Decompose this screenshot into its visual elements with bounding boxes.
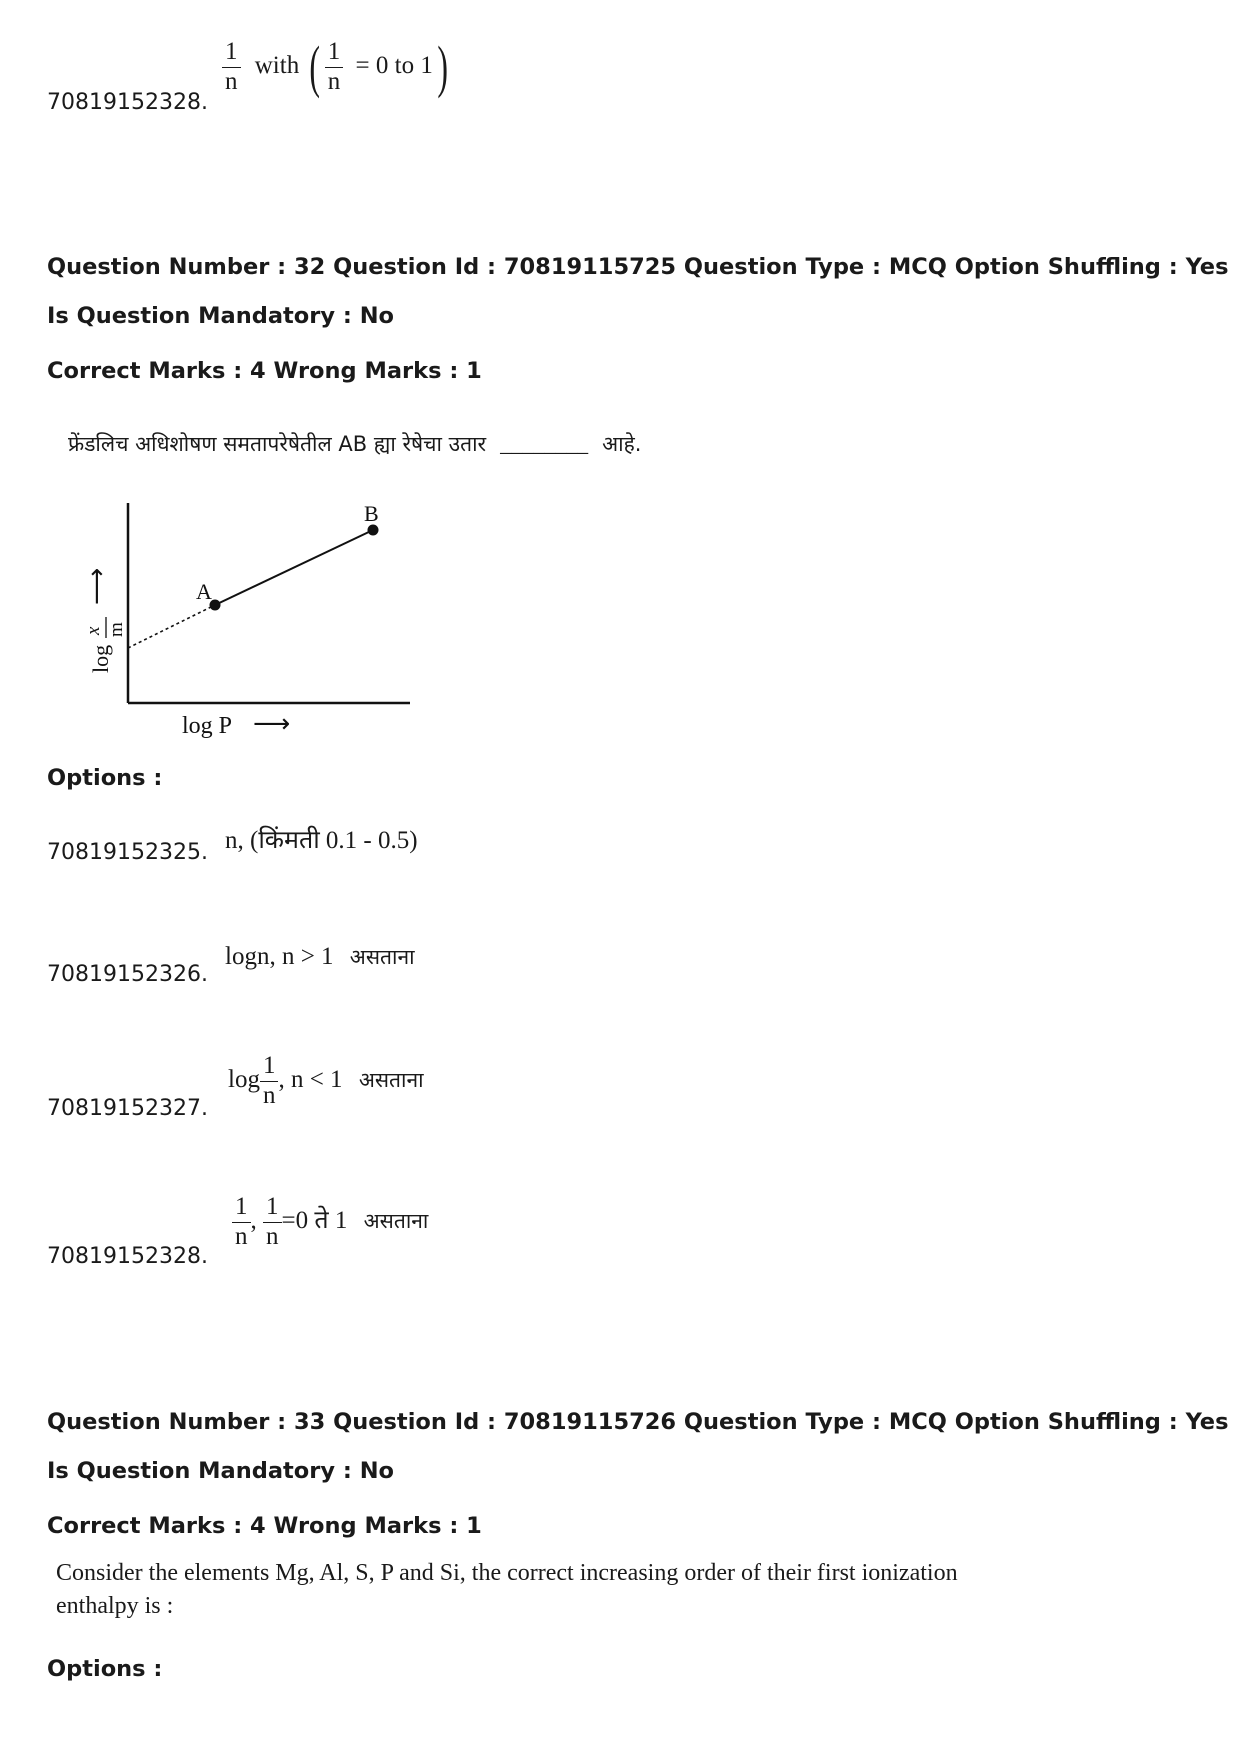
question-text <box>68 430 641 458</box>
x-axis-arrow-icon: ⟶ <box>253 709 291 739</box>
question-marks: Correct Marks : 4 Wrong Marks : 1 <box>47 358 482 384</box>
option-text-value: n, (किंमती 0.1 - 0.5) <box>225 827 418 854</box>
fraction-denominator: n <box>327 67 341 95</box>
option-id: 70819152328. <box>47 1244 208 1269</box>
log-prefix: log <box>228 1065 260 1093</box>
option-text <box>232 1193 428 1252</box>
fraction-denominator: n <box>235 1222 248 1250</box>
range-text: = 0 to 1 <box>355 51 433 79</box>
fraction-separator: , <box>250 1206 257 1234</box>
question-text <box>56 1557 958 1623</box>
line-ab <box>215 530 373 605</box>
fraction-denominator: n <box>266 1222 279 1250</box>
y-axis-arrow-icon: ⟶ <box>82 567 112 605</box>
option-text-value: , n < 1 <box>278 1065 343 1093</box>
question-text-before: फ्रेंडलिच अधिशोषण समतापरेषेतील AB ह्या रेषेचा उतार <box>68 432 487 456</box>
option-id: 70819152325. <box>47 840 208 865</box>
y-label-log: log <box>88 644 113 673</box>
option-text <box>222 34 452 100</box>
option-text <box>228 1052 424 1111</box>
fraction-numerator: 1 <box>222 38 241 68</box>
question-text-after: आहे. <box>602 432 642 456</box>
answer-blank: ________ <box>500 431 589 456</box>
option-suffix: असताना <box>363 1208 429 1233</box>
fraction-numerator: 1 <box>260 1052 279 1082</box>
question-header: Question Number : 32 Question Id : 70819115725 Question Type : MCQ Option Shuffling : Yes <box>47 254 1229 280</box>
point-b <box>368 525 379 536</box>
fraction-numerator: 1 <box>325 38 344 68</box>
question-mandatory: Is Question Mandatory : No <box>47 1458 394 1484</box>
question-marks: Correct Marks : 4 Wrong Marks : 1 <box>47 1513 482 1539</box>
y-label-numerator: x <box>83 626 104 635</box>
extrapolated-line <box>128 605 215 648</box>
question-header: Question Number : 33 Question Id : 70819115726 Question Type : MCQ Option Shuffling : Yes <box>47 1409 1229 1435</box>
point-a-label: A <box>196 579 212 604</box>
option-suffix: असताना <box>349 945 415 969</box>
x-axis-label: log P <box>182 713 233 739</box>
option-text-value: =0 ते 1 <box>281 1206 348 1234</box>
left-paren: ( <box>309 34 321 100</box>
question-text-line: enthalpy is : <box>56 1593 174 1619</box>
y-axis-label <box>82 568 127 673</box>
options-label: Options : <box>47 765 163 791</box>
right-paren: ) <box>437 34 448 100</box>
freundlich-graph <box>60 495 440 745</box>
options-label: Options : <box>47 1656 163 1682</box>
option-id: 70819152328. <box>47 90 208 115</box>
option-suffix: असताना <box>358 1067 424 1092</box>
point-b-label: B <box>364 501 379 526</box>
option-text <box>225 943 415 971</box>
fraction-numerator: 1 <box>263 1193 282 1223</box>
fraction-numerator: 1 <box>232 1193 251 1223</box>
fraction-denominator: n <box>225 67 238 95</box>
question-text-line: Consider the elements Mg, Al, S, P and Si, the correct increasing order of their first ionization <box>56 1560 958 1586</box>
option-text <box>225 822 418 856</box>
fraction-denominator: n <box>262 1081 276 1109</box>
y-label-denominator: m <box>106 622 127 637</box>
option-id: 70819152327. <box>47 1096 208 1121</box>
with-word: with <box>254 51 300 79</box>
option-text-value: logn, n > 1 <box>225 943 334 970</box>
question-mandatory: Is Question Mandatory : No <box>47 303 394 329</box>
option-id: 70819152326. <box>47 962 208 987</box>
